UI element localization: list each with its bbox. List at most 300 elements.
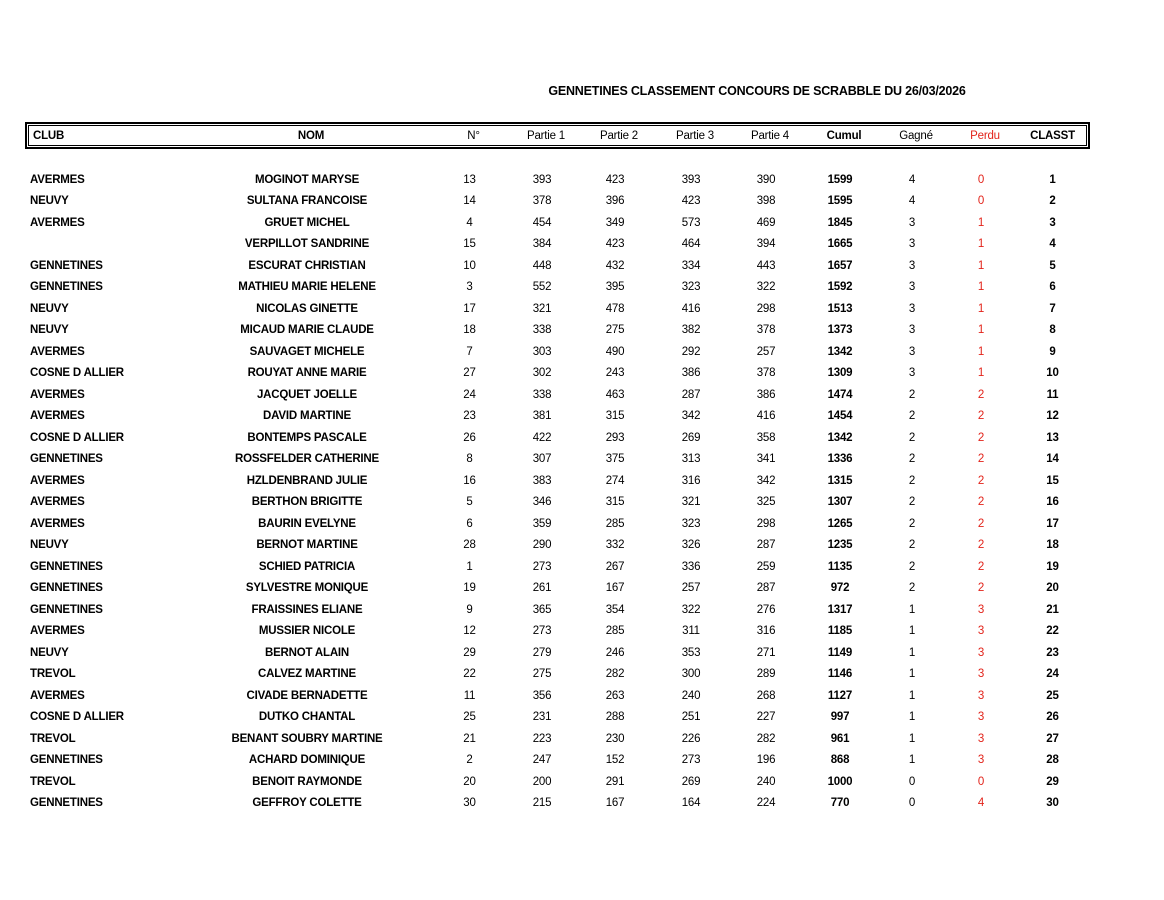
cell-p4: 416 [756,410,776,423]
cell-classt: 1 [1049,173,1056,186]
table-row [25,535,1090,557]
cell-p3: 342 [681,410,701,423]
cell-p4: 342 [756,474,776,487]
cell-num: 7 [466,345,473,358]
table-row [25,599,1090,621]
cell-perdu: 2 [977,582,985,595]
cell-club: AVERMES [30,345,85,358]
cell-p3: 326 [681,539,701,552]
cell-club: TREVOL [30,775,76,788]
cell-num: 22 [463,668,476,681]
cell-perdu: 2 [977,517,985,530]
cell-club: COSNE D ALLIER [30,431,124,444]
cell-cumul: 1135 [827,560,853,573]
cell-classt: 4 [1049,238,1056,251]
cell-perdu: 1 [977,259,985,272]
table-row [25,406,1090,428]
cell-perdu: 1 [977,216,985,229]
cell-gagne: 3 [908,281,916,294]
cell-gagne: 2 [908,560,916,573]
table-row [25,427,1090,449]
cell-p3: 573 [681,216,701,229]
cell-p4: 259 [756,560,776,573]
cell-p3: 292 [681,345,701,358]
cell-p3: 323 [681,517,701,530]
table-row [25,234,1090,256]
cell-num: 27 [463,367,476,380]
cell-gagne: 1 [908,668,916,681]
cell-cumul: 972 [830,582,850,595]
cell-perdu: 3 [977,732,985,745]
cell-p2: 285 [605,625,625,638]
cell-p1: 275 [532,668,552,681]
cell-num: 17 [463,302,476,315]
cell-club: AVERMES [30,474,85,487]
cell-classt: 8 [1049,324,1056,337]
cell-nom: CALVEZ MARTINE [258,668,356,681]
cell-cumul: 1309 [827,367,853,380]
cell-p3: 353 [681,646,701,659]
cell-perdu: 2 [977,539,985,552]
cell-nom: HZLDENBRAND JULIE [246,474,368,487]
cell-p2: 282 [605,668,625,681]
cell-perdu: 4 [977,797,985,810]
cell-p1: 338 [532,388,552,401]
cell-p1: 303 [532,345,552,358]
cell-club: GENNETINES [30,582,103,595]
cell-nom: BONTEMPS PASCALE [247,431,367,444]
cell-p2: 395 [605,281,625,294]
cell-gagne: 2 [908,388,916,401]
cell-gagne: 1 [908,625,916,638]
cell-nom: ROSSFELDER CATHERINE [234,453,380,466]
cell-classt: 23 [1046,646,1059,659]
cell-p1: 273 [532,560,552,573]
cell-p2: 291 [605,775,625,788]
table-row [25,492,1090,514]
cell-num: 24 [463,388,476,401]
cell-cumul: 1235 [827,539,853,552]
cell-classt: 13 [1046,431,1059,444]
cell-classt: 7 [1049,302,1056,315]
cell-p3: 313 [681,453,701,466]
cell-p2: 288 [605,711,625,724]
cell-p1: 247 [532,754,552,767]
cell-p4: 322 [756,281,776,294]
cell-p2: 275 [605,324,625,337]
cell-cumul: 1127 [827,689,853,702]
cell-p4: 378 [756,367,776,380]
cell-cumul: 1373 [827,324,853,337]
cell-club: NEUVY [30,646,69,659]
cell-p4: 287 [756,582,776,595]
cell-nom: GEFFROY COLETTE [252,797,362,810]
cell-p3: 382 [681,324,701,337]
cell-p1: 384 [532,238,552,251]
cell-p3: 386 [681,367,701,380]
cell-num: 21 [463,732,476,745]
cell-classt: 17 [1046,517,1059,530]
cell-p1: 365 [532,603,552,616]
cell-cumul: 1265 [827,517,853,530]
table-row [25,255,1090,277]
cell-num: 13 [463,173,476,186]
col-header-perdu: Perdu [970,129,1000,142]
table-row [25,363,1090,385]
cell-classt: 24 [1046,668,1059,681]
cell-num: 3 [466,281,473,294]
cell-num: 19 [463,582,476,595]
cell-cumul: 1342 [827,431,853,444]
cell-p4: 341 [756,453,776,466]
cell-p4: 316 [756,625,776,638]
cell-gagne: 3 [908,216,916,229]
cell-club: NEUVY [30,302,69,315]
cell-classt: 3 [1049,216,1056,229]
cell-perdu: 2 [977,410,985,423]
cell-p4: 289 [756,668,776,681]
cell-p3: 311 [682,625,700,638]
cell-club: GENNETINES [30,797,103,810]
cell-club: GENNETINES [30,560,103,573]
cell-perdu: 2 [977,496,985,509]
cell-p1: 321 [532,302,552,315]
table-row [25,728,1090,750]
cell-p2: 152 [605,754,625,767]
cell-p4: 394 [756,238,776,251]
cell-cumul: 868 [830,754,850,767]
cell-num: 23 [463,410,476,423]
cell-club: AVERMES [30,517,85,530]
cell-perdu: 3 [977,603,985,616]
cell-p2: 167 [605,797,625,810]
table-body [25,169,1090,814]
cell-gagne: 3 [908,259,916,272]
cell-classt: 12 [1046,410,1059,423]
col-header-cumul: Cumul [826,129,862,142]
cell-cumul: 961 [830,732,850,745]
cell-cumul: 1000 [827,775,853,788]
table-header-row [28,125,1087,146]
cell-p3: 316 [681,474,701,487]
cell-cumul: 1307 [827,496,853,509]
cell-cumul: 1599 [827,173,853,186]
cell-p1: 393 [532,173,552,186]
cell-perdu: 3 [977,625,985,638]
cell-p3: 269 [681,775,701,788]
cell-gagne: 3 [908,302,916,315]
table-row [25,513,1090,535]
cell-p4: 287 [756,539,776,552]
cell-nom: SULTANA FRANCOISE [246,195,368,208]
cell-club: NEUVY [30,195,69,208]
col-header-numero: N° [467,129,480,142]
cell-nom: BENOIT RAYMONDE [252,775,362,788]
cell-num: 1 [466,560,473,573]
cell-p2: 293 [605,431,625,444]
cell-classt: 15 [1046,474,1059,487]
col-header-partie2: Partie 2 [599,129,639,142]
cell-p3: 257 [681,582,701,595]
cell-perdu: 2 [977,560,985,573]
cell-classt: 10 [1046,367,1059,380]
cell-p4: 398 [756,195,776,208]
cell-p3: 300 [681,668,701,681]
cell-gagne: 4 [908,195,916,208]
col-header-gagne: Gagné [899,129,933,142]
cell-nom: NICOLAS GINETTE [256,302,358,315]
cell-p3: 393 [681,173,701,186]
table-row [25,212,1090,234]
cell-perdu: 3 [977,711,985,724]
cell-club: AVERMES [30,625,85,638]
cell-p4: 240 [756,775,776,788]
cell-p1: 383 [532,474,552,487]
cell-gagne: 3 [908,367,916,380]
cell-gagne: 0 [908,797,916,810]
cell-cumul: 1185 [827,625,853,638]
table-row [25,384,1090,406]
cell-p3: 464 [681,238,701,251]
cell-p1: 307 [532,453,552,466]
cell-gagne: 3 [908,345,916,358]
cell-cumul: 1595 [827,195,853,208]
cell-nom: JACQUET JOELLE [256,388,358,401]
cell-nom: DAVID MARTINE [263,410,351,423]
table-row [25,556,1090,578]
table-row [25,298,1090,320]
cell-gagne: 2 [908,474,916,487]
cell-nom: ACHARD DOMINIQUE [248,754,366,767]
table-header-box [25,122,1090,149]
table-row [25,470,1090,492]
cell-perdu: 0 [977,775,985,788]
cell-p3: 287 [681,388,701,401]
cell-perdu: 2 [977,474,985,487]
cell-num: 14 [463,195,476,208]
cell-num: 18 [463,324,476,337]
cell-p3: 321 [681,496,701,509]
table-row [25,191,1090,213]
cell-p1: 338 [532,324,552,337]
cell-p1: 279 [532,646,552,659]
cell-p1: 200 [532,775,552,788]
cell-club: AVERMES [30,216,85,229]
cell-gagne: 1 [908,689,916,702]
cell-club: TREVOL [30,668,76,681]
cell-p3: 416 [681,302,701,315]
cell-club: GENNETINES [30,259,103,272]
cell-club: AVERMES [30,173,85,186]
cell-num: 5 [466,496,473,509]
cell-p4: 271 [756,646,776,659]
cell-p1: 290 [532,539,552,552]
cell-p4: 378 [756,324,776,337]
cell-p1: 422 [532,431,552,444]
cell-club: GENNETINES [30,603,103,616]
cell-club: COSNE D ALLIER [30,367,124,380]
col-header-classt: CLASST [1030,129,1075,142]
cell-perdu: 1 [977,324,985,337]
cell-cumul: 1317 [827,603,853,616]
cell-p2: 274 [605,474,625,487]
cell-cumul: 1149 [827,646,853,659]
col-header-nom: NOM [297,129,325,142]
cell-classt: 16 [1046,496,1059,509]
cell-gagne: 1 [908,732,916,745]
cell-gagne: 2 [908,431,916,444]
cell-p2: 263 [605,689,625,702]
cell-perdu: 3 [977,668,985,681]
cell-gagne: 1 [908,646,916,659]
cell-p4: 358 [756,431,776,444]
cell-p4: 224 [756,797,776,810]
cell-p2: 167 [605,582,625,595]
cell-p3: 334 [681,259,701,272]
cell-nom: MICAUD MARIE CLAUDE [240,324,374,337]
cell-num: 20 [463,775,476,788]
cell-p4: 268 [756,689,776,702]
cell-num: 25 [463,711,476,724]
cell-perdu: 2 [977,453,985,466]
cell-nom: ROUYAT ANNE MARIE [247,367,367,380]
cell-p4: 257 [756,345,776,358]
cell-classt: 21 [1046,603,1059,616]
table-row [25,771,1090,793]
cell-p3: 251 [681,711,701,724]
cell-gagne: 1 [908,754,916,767]
cell-perdu: 0 [977,173,985,186]
cell-p1: 454 [532,216,552,229]
cell-p2: 432 [605,259,625,272]
cell-p4: 282 [756,732,776,745]
cell-cumul: 997 [830,711,850,724]
cell-classt: 29 [1046,775,1059,788]
col-header-partie1: Partie 1 [526,129,566,142]
table-row [25,341,1090,363]
col-header-partie3: Partie 3 [675,129,715,142]
cell-perdu: 1 [977,367,985,380]
cell-cumul: 1513 [827,302,853,315]
cell-classt: 19 [1046,560,1059,573]
cell-p4: 276 [756,603,776,616]
cell-num: 16 [463,474,476,487]
cell-p4: 298 [756,517,776,530]
cell-perdu: 3 [977,646,985,659]
cell-num: 28 [463,539,476,552]
cell-gagne: 0 [908,775,916,788]
cell-classt: 26 [1046,711,1059,724]
cell-club: NEUVY [30,539,69,552]
cell-gagne: 2 [908,517,916,530]
cell-p2: 423 [605,173,625,186]
cell-p2: 267 [605,560,625,573]
cell-num: 9 [466,603,473,616]
cell-num: 2 [466,754,473,767]
cell-p4: 469 [756,216,776,229]
cell-p3: 323 [681,281,701,294]
cell-p2: 463 [605,388,625,401]
cell-p1: 448 [532,259,552,272]
cell-gagne: 3 [908,238,916,251]
cell-perdu: 0 [977,195,985,208]
cell-gagne: 2 [908,410,916,423]
cell-nom: BERTHON BRIGITTE [251,496,363,509]
cell-p4: 443 [756,259,776,272]
cell-perdu: 1 [977,281,985,294]
cell-cumul: 1336 [827,453,853,466]
col-header-partie4: Partie 4 [750,129,790,142]
cell-cumul: 1146 [827,668,853,681]
cell-gagne: 1 [908,711,916,724]
cell-cumul: 1474 [827,388,853,401]
cell-nom: BENANT SOUBRY MARTINE [231,732,383,745]
cell-p1: 215 [532,797,552,810]
cell-nom: SAUVAGET MICHELE [249,345,365,358]
table-row [25,642,1090,664]
cell-nom: CIVADE BERNADETTE [246,689,368,702]
table-row [25,707,1090,729]
cell-p1: 273 [532,625,552,638]
cell-classt: 27 [1046,732,1059,745]
cell-perdu: 2 [977,388,985,401]
cell-perdu: 3 [977,689,985,702]
cell-p2: 315 [605,410,625,423]
cell-perdu: 1 [977,345,985,358]
cell-classt: 30 [1046,797,1059,810]
cell-p4: 386 [756,388,776,401]
cell-p2: 375 [605,453,625,466]
cell-nom: MATHIEU MARIE HELENE [238,281,376,294]
cell-p1: 231 [532,711,552,724]
cell-gagne: 2 [908,582,916,595]
table-row [25,320,1090,342]
cell-p3: 269 [681,431,701,444]
cell-perdu: 2 [977,431,985,444]
cell-classt: 6 [1049,281,1056,294]
table-row [25,578,1090,600]
cell-p3: 273 [681,754,701,767]
table-row [25,449,1090,471]
cell-num: 12 [463,625,476,638]
cell-club: NEUVY [30,324,69,337]
cell-club: GENNETINES [30,281,103,294]
table-row [25,621,1090,643]
cell-p2: 246 [605,646,625,659]
table-row [25,793,1090,815]
table-row [25,664,1090,686]
cell-nom: FRAISSINES ELIANE [251,603,363,616]
cell-gagne: 2 [908,539,916,552]
cell-nom: SYLVESTRE MONIQUE [245,582,369,595]
cell-num: 29 [463,646,476,659]
cell-p4: 298 [756,302,776,315]
table-row [25,277,1090,299]
cell-p4: 227 [756,711,776,724]
cell-cumul: 1845 [827,216,853,229]
cell-club: AVERMES [30,689,85,702]
cell-p2: 349 [605,216,625,229]
cell-p3: 226 [681,732,701,745]
cell-nom: GRUET MICHEL [264,216,350,229]
cell-p1: 261 [532,582,552,595]
cell-club: AVERMES [30,388,85,401]
cell-p3: 322 [681,603,701,616]
cell-num: 10 [463,259,476,272]
table-row [25,750,1090,772]
cell-p1: 552 [532,281,552,294]
cell-num: 4 [466,216,473,229]
